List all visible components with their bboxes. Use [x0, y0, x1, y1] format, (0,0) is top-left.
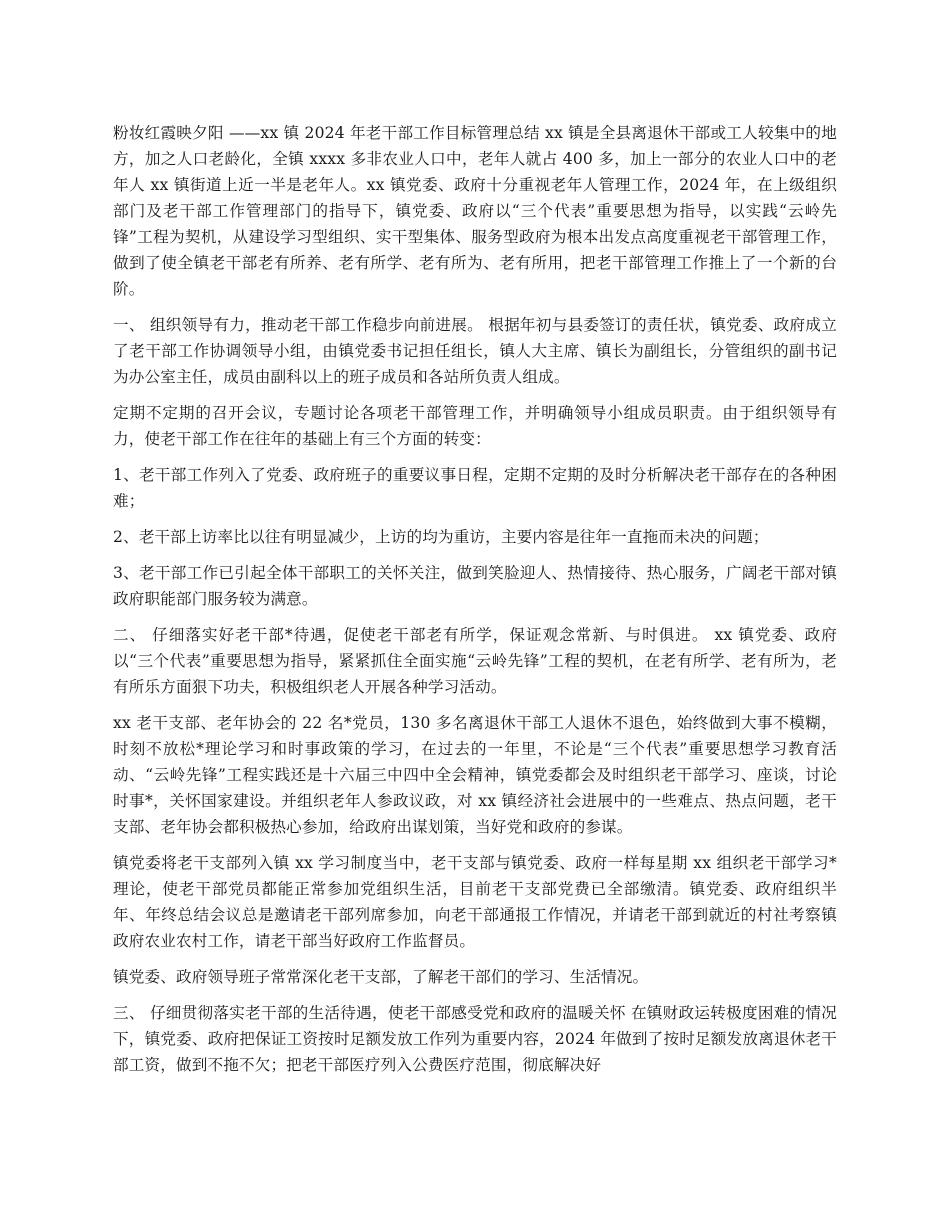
paragraph-study: xx 老干支部、老年协会的 22 名*党员，130 多名离退休干部工人退休不退色，始终做到大事不模糊，时刻不放松*理论学习和时事政策的学习，在过去的一年里，不论是“三个代表”重要思想学习教育活动、“云岭先锋”工程实践还是十六届三中四中全会精神，镇党委都会及时组织老干部学习、座谈，讨论时事*，关怀国家建设。并组织老年人参政议政，对 xx 镇经济社会进展中的一些难点、热点问题，老干支部、老年协会都积极热心参加，给政府出谋划策，当好党和政府的参谋。 [113, 714, 837, 836]
paragraph-section-3: 三、 仔细贯彻落实老干部的生活待遇，使老干部感受党和政府的温暖关怀 在镇财政运转极度困难的情况下，镇党委、政府把保证工资按时足额发放工作列为重要内容，2024 年做到了按时足额发放离退休老干部工资，做到不拖不欠；把老干部医疗列入公费医疗范围，彻底解决好 [113, 1004, 837, 1074]
paragraph-change-1: 1、老干部工作列入了党委、政府班子的重要议事日程，定期不定期的及时分析解决老干部存在的各种困难； [113, 466, 837, 510]
paragraph-meetings: 定期不定期的召开会议，专题讨论各项老干部管理工作，并明确领导小组成员职责。由于组织领导有力，使老干部工作在往年的基础上有三个方面的转变： [113, 404, 837, 448]
document-body [113, 120, 837, 1088]
paragraph-section-2: 二、 仔细落实好老干部*待遇，促使老干部老有所学，保证观念常新、与时俱进。 xx 镇党委、政府以“三个代表”重要思想为指导，紧紧抓住全面实施“云岭先锋”工程的契机，在老有所学、老有所为，老有所乐方面狠下功夫，积极组织老人开展各种学习活动。 [113, 626, 837, 696]
paragraph-leadership-visits: 镇党委、政府领导班子常常深化老干支部，了解老干部们的学习、生活情况。 [113, 968, 649, 986]
paragraph-change-2: 2、老干部上访率比以往有明显减少，上访的均为重访，主要内容是往年一直拖而未决的问题； [113, 528, 769, 546]
paragraph-change-3: 3、老干部工作已引起全体干部职工的关怀关注，做到笑脸迎人、热情接待、热心服务，广阔老干部对镇政府职能部门服务较为满意。 [113, 564, 837, 608]
paragraph-intro: 粉妆红霞映夕阳 ——xx 镇 2024 年老干部工作目标管理总结 xx 镇是全县离退休干部或工人较集中的地方，加之人口老龄化，全镇 xxxx 多非农业人口中，老年人就占 400 多，加上一部分的农业人口中的老年人 xx 镇街道上近一半是老年人。xx 镇党委、政府十分重视老年人管理工作，2024 年，在上级组织部门及老干部工作管理部门的指导下，镇党委、政府以“三个代表”重要思想为指导，以实践“云岭先锋”工程为契机，从建设学习型组织、实干型集体、服务型政府为根本出发点高度重视老干部管理工作，做到了使全镇老干部老有所养、老有所学、老有所为、老有所用，把老干部管理工作推上了一个新的台阶。 [113, 124, 837, 298]
paragraph-section-1: 一、 组织领导有力，推动老干部工作稳步向前进展。 根据年初与县委签订的责任状，镇党委、政府成立了老干部工作协调领导小组，由镇党委书记担任组长，镇人大主席、镇长为副组长，分管组织的副书记为办公室主任，成员由副科以上的班子成员和各站所负责人组成。 [113, 316, 837, 386]
paragraph-party-branch: 镇党委将老干支部列入镇 xx 学习制度当中，老干支部与镇党委、政府一样每星期 xx 组织老干部学习*理论，使老干部党员都能正常参加党组织生活，目前老干支部党费已全部缴清。镇党委、政府组织半年、年终总结会议总是邀请老干部列席参加，向老干部通报工作情况，并请老干部到就近的村社考察镇政府农业农村工作，请老干部当好政府工作监督员。 [113, 854, 837, 950]
